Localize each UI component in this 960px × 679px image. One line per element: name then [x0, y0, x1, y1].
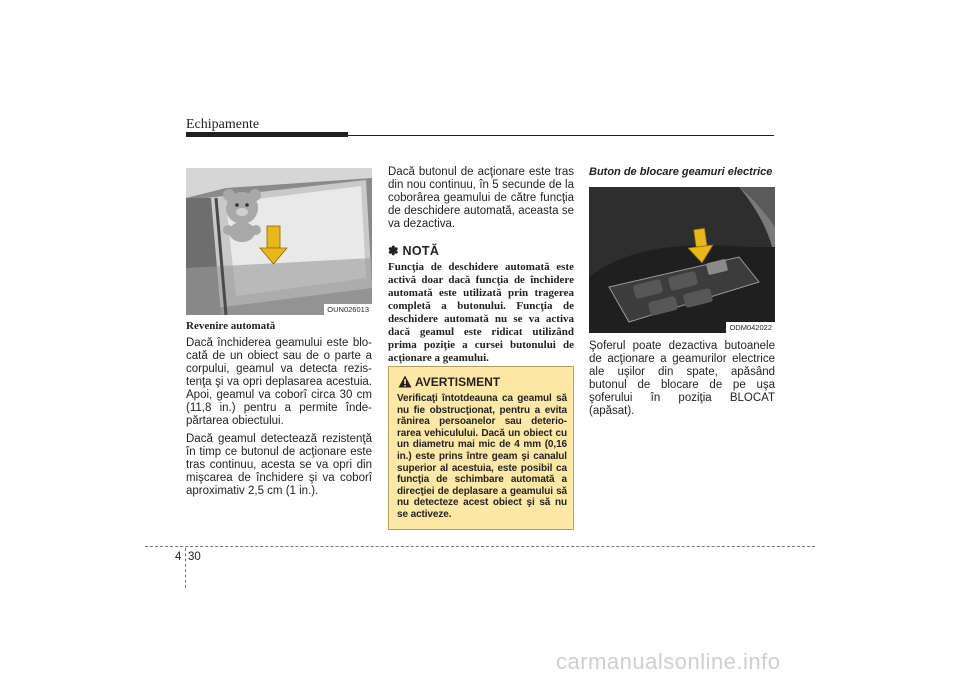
window-obstruction-image [186, 168, 372, 315]
image-caption: OUN026013 [324, 304, 372, 315]
auto-reverse-subtitle: Revenire automată [186, 320, 276, 332]
window-obstruction-illustration [186, 168, 372, 315]
warning-title: AVERTISMENT [415, 375, 501, 389]
footer-divider [145, 546, 815, 547]
chapter-number: 4 [175, 551, 182, 563]
window-lock-button-image [589, 187, 775, 333]
warning-box [388, 366, 574, 530]
paragraph: Şoferul poate dezactiva butoanele de acţionare a geamurilor electrice ale uşilor din spate, apăsând butonul de blocare de pe uşa şoferului în poziţia BLOCAT (apăsat). [589, 340, 775, 417]
warning-text: Verificaţi întotdeauna ca geamul să nu fie obstrucţionat, pentru a evita rănirea persoanelor sau deterio-rarea vehiculului. Dacă un obiect cu un diametru mai mic de 4 mm (0,16 in.) este prins între geam şi canalul superior al acestuia, este posibil ca funcţia de schimbare automată a direcţiei de deplasare a geamului să nu detecteze acest obiect şi să nu se activeze. [397, 393, 567, 520]
paragraph: Dacă geamul detectează rezistenţă în timp ce butonul de acţionare este tras continuu, acesta se va opri din mişcarea de închidere şi va coborî aproximativ 2,5 cm (1 in.). [186, 433, 372, 497]
paragraph: Dacă butonul de acţionare este tras din nou continuu, în 5 secunde de la coborârea geamului de către funcţia de deschidere automată, aceasta se va dezactiva. [388, 166, 574, 230]
note-text: Funcţia de deschidere automată este activă doar dacă funcţia de închidere automată este utilizată prin tragerea completă a butonului. Funcţia de deschidere automată nu se va activa dacă geamul este ridicat utilizând prima poziţie a cursei butonului de acţionare a geamului. [388, 261, 574, 364]
left-column [186, 320, 372, 503]
window-lock-illustration [589, 187, 775, 333]
page-header-title: Echipamente [186, 117, 260, 132]
paragraph: Dacă închiderea geamului este blo-cată de un obiect sau de o parte a corpului, geamul va detecta rezis-tenţa şi va opri deplasarea acestuia. Apoi, geamul va coborî circa 30 cm (11,8 in.) pentru a permite înde-părtarea obiectului. [186, 337, 372, 427]
warning-triangle-icon [398, 375, 412, 388]
watermark: carmanualsonline.info [556, 649, 781, 674]
section-title: Buton de blocare geamuri electrice [589, 166, 773, 178]
note-title: ✽ NOTĂ [388, 244, 440, 258]
right-column-text [589, 340, 775, 423]
header-rule-thick [186, 132, 348, 137]
header-rule-thin [348, 135, 774, 136]
footer-vertical-divider [185, 548, 186, 588]
middle-column [388, 166, 574, 365]
page-number: 30 [188, 551, 201, 563]
image-caption: ODM042022 [726, 322, 775, 333]
